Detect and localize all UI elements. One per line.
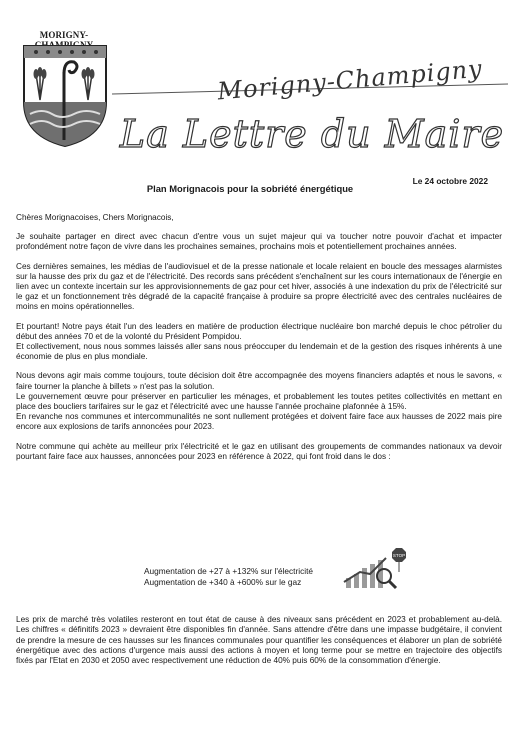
- stop-sign-text: STOP: [392, 553, 406, 558]
- letter-closing: [16, 607, 502, 675]
- coat-of-arms-icon: [22, 44, 108, 148]
- crest-town-name: MORIGNY-: [39, 30, 89, 40]
- paragraph-agir-1: Nous devons agir mais comme toujours, toute décision doit être accompagnée des moyens financiers adaptés et nous le savons, « faire tourner la planche à billets » n'est pas la solution.: [16, 371, 502, 391]
- header-letter-title: La Lettre du Maire: [119, 112, 505, 156]
- increase-gas: Augmentation de +340 à +600% sur le gaz: [144, 577, 302, 587]
- greeting: Chères Morignacoises, Chers Morignacois,: [16, 213, 174, 222]
- increase-list: [144, 566, 313, 588]
- paragraph-media: Ces dernières semaines, les médias de l'audiovisuel et de la presse nationale et locale relaient en boucle des messages alarmistes sur la hausse des prix du gaz et de l'électricité. Des records sans précédent s'enchaînent sur les cours internationaux de l'énergie en lien avec un contexte incertain sur les approvisionnements de gaz pour cet hiver, associés à une indexation du prix de l'électricité sur le gaz et un fonctionnement très dégradé de la capacité française à produire sa propre électricité avec des centrales nucléaires de moins en moins opérationnelles.: [16, 261, 502, 312]
- paragraph-agir-3: En revanche nos communes et intercommunalités ne sont nullement protégées et doivent faire face aux hausses de 2022 mais pire encore aux explosions de tarifs annoncées pour 2023.: [16, 412, 502, 432]
- paragraph-agir-2: Le gouvernement œuvre pour préserver en particulier les ménages, et probablement les toutes petites collectivités en mettant en place des boucliers tarifaires sur le gaz et l'électricité avec une hausse l'année prochaine plafonnée à 15%.: [16, 391, 502, 412]
- paragraph-final: Les prix de marché très volatiles resteront en tout état de cause à des niveaux sans précédent en 2023 et probablement au-delà. Les chiffres « définitifs 2023 » devraient être disponibles fin d'année. Sans attendre d'être dans une impasse budgétaire, il convient de prendre la mesure de ces hausses sur les finances communales pour quantifier les conséquences et élaborer un plan de sobriété énergétique avec des actions d'urgence mais aussi des actions à moyen et long terme pour se mettre en trajectoire des objectifs fixés par l'Etat en 2030 et 2050 avec respectivement une réduction de 40% puis 60% de la consommation d'énergie.: [16, 615, 502, 666]
- letter-body: [16, 213, 502, 462]
- paragraph-pourtant-1: Et pourtant! Notre pays était l'un des leaders en matière de production électrique nucléaire bon marché depuis le choc pétrolier du début des années 70 et de la volonté du Président Pompidou.: [16, 321, 502, 341]
- increase-electricity: Augmentation de +27 à +132% sur l'électricité: [144, 566, 314, 576]
- paragraph-intro: Je souhaite partager en direct avec chacun d'entre vous un sujet majeur qui va toucher notre pouvoir d'achat et impacter profondément notre façon de vivre dans les prochaines semaines, prochains mois et potentiellement prochaines années.: [16, 232, 502, 252]
- paragraph-pourtant-2: Et collectivement, nous nous sommes laissés aller sans nous préoccuper du lendemain et de la gestion des risques inhérents à une économie de plus en plus mondiale.: [16, 342, 502, 362]
- header-town-script: Morigny-Champigny: [216, 54, 484, 106]
- letter-date: Le 24 octobre 2022: [412, 176, 488, 186]
- rising-cost-stop-icon: [340, 546, 410, 592]
- paragraph-commune: Notre commune qui achète au meilleur prix l'électricité et le gaz en utilisant des groupements de commandes nationaux va devoir pourtant faire face aux hausses, annoncées pour 2023 en référence à 2022, qui font froid dans le dos :: [16, 441, 502, 461]
- letter-title: Plan Morignacois pour la sobriété énergétique: [146, 183, 354, 194]
